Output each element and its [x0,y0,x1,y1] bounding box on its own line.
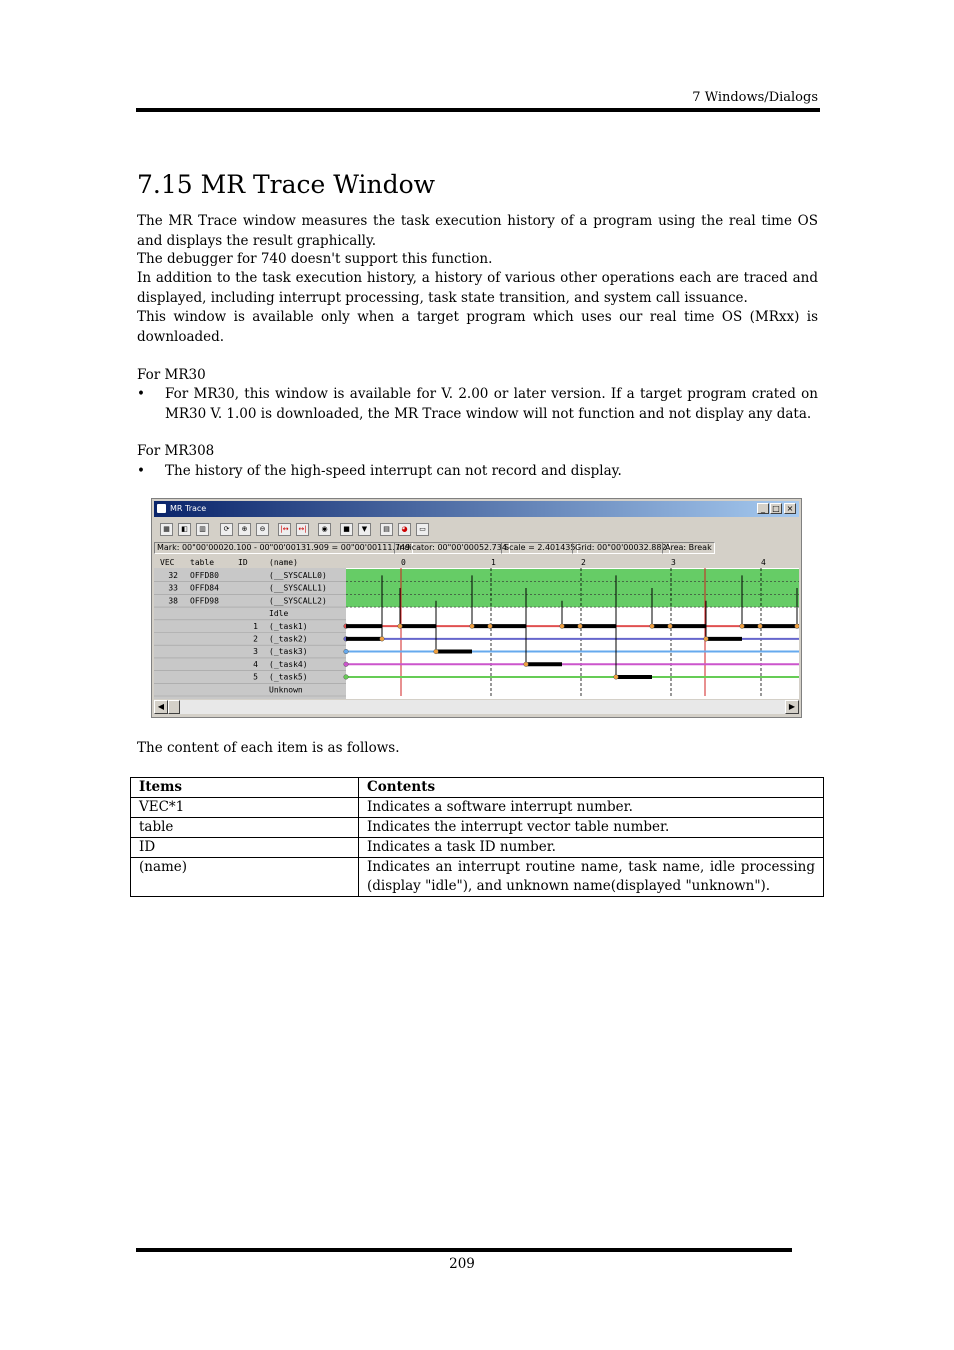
task-start-marker [344,662,349,667]
scroll-right-button[interactable]: ▶ [785,700,799,714]
table-header-cell: Contents [359,778,824,798]
items-table [130,777,824,897]
row-table-label: OFFD80 [190,571,219,580]
row-name-label: Idle [269,609,289,619]
mr30-heading: For MR30 [137,367,206,383]
view-button-icon[interactable]: ▦ [160,523,173,536]
statistics-icon[interactable]: ▤ [380,523,393,536]
row-name-label: (_task3) [269,647,308,657]
status-mark: Mark: 00"00'00020.100 - 00"00'00131.909 = 00"00'00111.749 [154,542,413,554]
intro-paragraph-3: In addition to the task execution history, a history of various other operations each are traced and displayed, including interrupt processing, task state transition, and system call issuance. [137,270,818,306]
table-cell-content: Indicates an interrupt routine name, task name, idle processing (display "idle"), and unknown name(displayed "unknown"). [359,858,824,897]
intro-paragraph-1: The MR Trace window measures the task execution history of a program using the real time OS and displays the result graphically. [137,213,818,249]
table-header-cell: Items [131,778,359,798]
mr30-bullet [137,385,818,425]
table-cell-item: (name) [131,858,359,897]
task-start-marker [344,675,349,680]
table-caption: The content of each item is as follows. [137,740,400,756]
row-id-label: 1 [253,621,258,631]
col-header-vec: VEC [160,558,175,567]
zoom-in-icon[interactable]: ⊕ [238,523,251,536]
row-id-label: 3 [253,647,258,657]
row-vec-label: 38 [168,596,178,606]
status-grid: Grid: 00"00'00032.882 [572,542,670,554]
scroll-thumb[interactable] [168,700,180,714]
col-header-id: ID [238,558,248,567]
dropdown-icon[interactable]: ▼ [358,523,371,536]
table-cell-item: ID [131,838,359,858]
status-area: Area: Break [662,542,715,554]
state-dot [488,624,493,629]
scroll-left-button[interactable]: ◀ [154,700,168,714]
state-dot [380,637,385,642]
view-split-icon[interactable]: ◧ [178,523,191,536]
table-row [131,858,824,897]
state-dot [524,662,529,667]
row-name-label: (__SYSCALL0) [269,571,327,580]
ruler-label-1: 1 [491,558,496,567]
bullet-dot: • [137,463,145,479]
close-button[interactable]: × [784,503,796,514]
state-dot [795,624,799,629]
row-id-label: 2 [253,634,258,644]
ruler-label-0: 0 [401,558,406,567]
mr-trace-window [151,498,802,718]
state-dot [398,624,403,629]
state-dot [614,675,619,680]
mr308-bullet [137,462,818,482]
table-cell-content: Indicates a task ID number. [359,838,824,858]
trace-chart[interactable] [154,556,799,699]
bullet-dot: • [137,386,145,402]
table-cell-item: table [131,818,359,838]
view-columns-icon[interactable]: ▥ [196,523,209,536]
row-table-label: OFFD84 [190,583,219,593]
window-title: MR Trace [170,504,207,513]
section-title: 7.15 MR Trace Window [137,170,436,199]
state-dot [650,624,655,629]
page-number: 209 [449,1256,475,1272]
maximize-button[interactable]: □ [770,503,782,514]
table-row [131,798,824,818]
task-start-marker [344,649,349,654]
intro-paragraph-4: This window is available only when a target program which uses our real time OS (MRxx) is downloaded. [137,309,818,345]
intro-paragraph-2: The debugger for 740 doesn't support this function. [137,251,493,267]
state-dot [704,637,709,642]
state-dot [560,624,565,629]
window-settings-icon[interactable]: ▭ [416,523,429,536]
row-vec-label: 33 [168,583,178,593]
table-row [131,838,824,858]
pie-chart-icon[interactable]: ◕ [398,523,411,536]
footer-rule [136,1248,792,1252]
refresh-icon[interactable]: ⟳ [220,523,233,536]
table-cell-content: Indicates the interrupt vector table number. [359,818,824,838]
window-titlebar[interactable] [154,501,799,517]
row-id-label: 5 [253,672,258,682]
mark-start-icon[interactable]: |↔ [278,523,291,536]
header-rule [136,108,820,112]
row-name-label: (_task4) [269,659,308,669]
running-header: 7 Windows/Dialogs [692,90,818,105]
ruler-label-3: 3 [671,558,676,567]
row-vec-label: 32 [168,571,178,580]
table-cell-item: VEC*1 [131,798,359,818]
ruler-label-2: 2 [581,558,586,567]
row-name-label: (_task5) [269,672,308,682]
status-bar [154,541,799,554]
column-header-bar [154,556,799,568]
status-indicator: Indicator: 00"00'00052.734 [394,542,510,554]
table-header-row [131,778,824,798]
row-name-label: Unknown [269,685,303,695]
row-name-label: (_task2) [269,634,308,644]
table-cell-content: Indicates a software interrupt number. [359,798,824,818]
col-header-name: (name) [269,558,298,567]
ruler-label-4: 4 [761,558,766,567]
mr308-bullet-text: The history of the high-speed interrupt can not record and display. [165,463,622,479]
row-table-label: OFFD98 [190,596,219,606]
table-row [131,818,824,838]
state-dot [470,624,475,629]
row-name-label: (_task1) [269,621,308,631]
toolbar [154,521,799,539]
search-icon[interactable]: ◉ [318,523,331,536]
mr30-bullet-text: For MR30, this window is available for V. 2.00 or later version. If a target program crated on MR30 V. 1.00 is downloaded, the MR Trace window will not function and not display any data. [165,386,818,422]
state-dot [668,624,673,629]
state-dot [758,624,763,629]
state-dot [740,624,745,629]
row-name-label: (__SYSCALL1) [269,583,327,593]
status-scale: Scale = 2.401435 [501,542,578,554]
mr308-heading: For MR308 [137,443,215,459]
horizontal-scrollbar[interactable] [154,700,799,714]
state-dot [434,649,439,654]
col-header-table: table [190,558,215,567]
zoom-out-icon[interactable]: ⊖ [256,523,269,536]
state-dot [578,624,583,629]
row-name-label: (__SYSCALL2) [269,596,327,606]
stop-icon[interactable]: ■ [340,523,353,536]
window-app-icon [157,504,166,513]
minimize-button[interactable]: _ [757,503,769,514]
row-id-label: 4 [253,659,258,669]
mark-end-icon[interactable]: ↔| [296,523,309,536]
syscall-band [346,569,799,607]
